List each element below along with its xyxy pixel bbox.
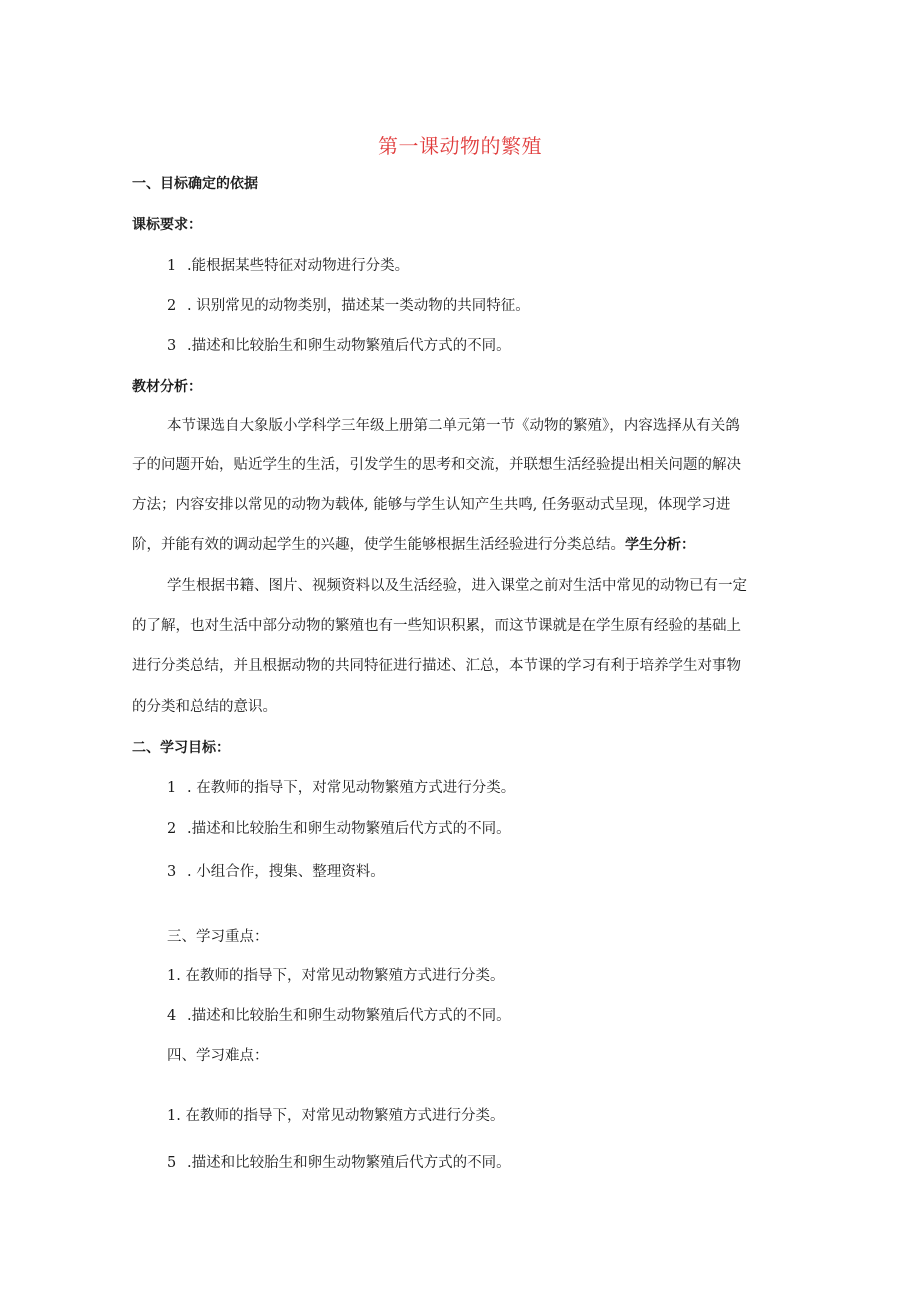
textbook-paragraph-line: 方法；内容安排以常见的动物为载体, 能够与学生认知产生共鸣, 任务驱动式呈现，体现学习进 — [132, 497, 731, 513]
section3-heading: 三、学习重点： — [167, 929, 269, 945]
curriculum-heading: 课标要求： — [132, 217, 202, 233]
item-text: 1. 在教师的指导下，对常见动物繁殖方式进行分类。 — [167, 968, 505, 984]
item-text: . 识别常见的动物类别，描述某一类动物的共同特征。 — [187, 298, 530, 314]
curriculum-item — [167, 296, 530, 316]
goal-item — [167, 862, 385, 882]
textbook-paragraph-text: 阶，并能有效的调动起学生的兴趣，使学生能够根据生活经验进行分类总结。 — [132, 537, 625, 553]
item-number: 1 — [167, 780, 177, 796]
item-number: 2 — [167, 298, 177, 314]
key-point-item — [167, 966, 504, 986]
item-text: .描述和比较胎生和卵生动物繁殖后代方式的不同。 — [187, 1008, 511, 1024]
item-text: . 小组合作，搜集、整理资料。 — [187, 864, 385, 880]
item-number: 3 — [167, 864, 177, 880]
section4-heading: 四、学习难点： — [167, 1048, 269, 1064]
section1-heading: 一、目标确定的依据 — [132, 176, 258, 192]
student-heading: 学生分析： — [625, 537, 695, 553]
textbook-heading: 教材分析： — [132, 379, 202, 395]
student-paragraph-line: 的了解，也对生活中部分动物的繁殖也有一些知识积累，而这节课就是在学生原有经验的基础上 — [132, 618, 741, 634]
goal-item — [167, 819, 511, 839]
student-paragraph-line: 学生根据书籍、图片、视频资料以及生活经验，进入课堂之前对生活中常见的动物已有一定 — [167, 578, 747, 594]
item-text: 1. 在教师的指导下，对常见动物繁殖方式进行分类。 — [167, 1108, 505, 1124]
curriculum-item — [167, 256, 409, 276]
item-number: 4 — [167, 1008, 177, 1024]
student-paragraph-line: 的分类和总结的意识。 — [132, 699, 277, 715]
item-text: .能根据某些特征对动物进行分类。 — [187, 258, 410, 274]
item-text: .描述和比较胎生和卵生动物繁殖后代方式的不同。 — [187, 1155, 511, 1171]
item-text: . 在教师的指导下，对常见动物繁殖方式进行分类。 — [187, 780, 516, 796]
item-number: 3 — [167, 338, 177, 354]
item-number: 2 — [167, 821, 177, 837]
item-number: 5 — [167, 1155, 177, 1171]
textbook-paragraph-line: 本节课选自大象版小学科学三年级上册第二单元第一节《动物的繁殖》，内容选择从有关鸽 — [167, 418, 740, 434]
document-title: 第一课动物的繁殖 — [378, 134, 542, 158]
item-number: 1 — [167, 258, 177, 274]
key-point-item — [167, 1006, 511, 1026]
difficulty-item — [167, 1106, 504, 1126]
goal-item — [167, 778, 515, 798]
textbook-paragraph-line-last — [132, 535, 695, 555]
textbook-paragraph-line: 子的问题开始，贴近学生的生活，引发学生的思考和交流，并联想生活经验提出相关问题的解决 — [132, 457, 741, 473]
item-text: .描述和比较胎生和卵生动物繁殖后代方式的不同。 — [187, 338, 511, 354]
difficulty-item — [167, 1153, 511, 1173]
item-text: .描述和比较胎生和卵生动物繁殖后代方式的不同。 — [187, 821, 511, 837]
section2-heading: 二、学习目标： — [132, 740, 230, 756]
curriculum-item — [167, 336, 511, 356]
student-paragraph-line: 进行分类总结，并且根据动物的共同特征进行描述、汇总，本节课的学习有利于培养学生对事物 — [132, 658, 741, 674]
